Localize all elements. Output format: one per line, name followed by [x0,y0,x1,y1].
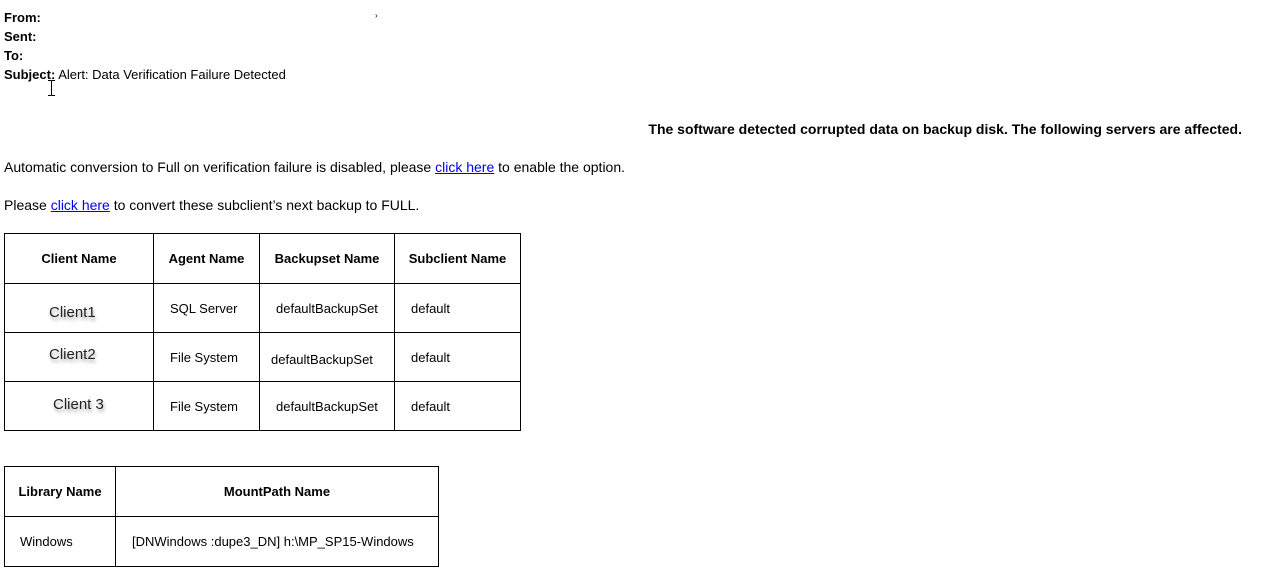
mountpath-name: [DNWindows :dupe3_DN] h:\MP_SP15-Windows [132,534,414,549]
auto-conversion-paragraph [4,159,625,175]
backupset-cell [260,382,395,431]
library-name: Windows [20,534,73,549]
client-name: Client 3 [53,395,104,413]
text-cursor-icon [47,80,56,96]
client-cell [5,382,154,431]
to-label: To: [4,48,24,63]
para2-text-after: to convert these subclient’s next backup to FULL. [109,197,420,213]
redaction-remnant: › [375,11,378,20]
affected-clients-table [4,233,521,431]
table-header-row [5,234,521,284]
convert-to-full-link[interactable]: click here [50,197,110,213]
sent-line [4,27,37,46]
agent-cell [154,382,260,431]
backupset-cell [260,333,395,382]
header-agent-name: Agent Name [154,234,260,284]
sent-label: Sent: [4,29,37,44]
table-row [5,333,521,382]
agent-name: File System [170,398,238,414]
para1-text-after: to enable the option. [494,159,626,175]
agent-cell [154,333,260,382]
client-cell [5,284,154,333]
subclient-cell [395,284,521,333]
library-mountpath-table [4,466,439,567]
to-line [4,46,23,65]
subclient-name: default [411,398,451,414]
subclient-cell [395,382,521,431]
subclient-cell [395,333,521,382]
agent-name: File System [170,349,238,365]
agent-cell [154,284,260,333]
client-name: Client1 [49,303,96,321]
table-row [5,517,439,567]
subclient-name: default [411,300,451,316]
table-header-row [5,467,439,517]
convert-full-paragraph [4,197,419,213]
alert-banner: The software detected corrupted data on backup disk. The following servers are affected. [648,121,1242,137]
backupset-name: defaultBackupSet [276,398,378,414]
header-subclient-name: Subclient Name [395,234,521,284]
header-mountpath-name: MountPath Name [116,467,439,517]
client-name: Client2 [49,345,96,363]
enable-option-link[interactable]: click here [435,159,495,175]
subject-label: Subject: [4,67,56,82]
backupset-name: defaultBackupSet [276,300,378,316]
mountpath-cell [116,517,439,567]
subject-value: Alert: Data Verification Failure Detected [58,67,286,82]
from-line [4,8,41,27]
backupset-cell [260,284,395,333]
header-client-name: Client Name [5,234,154,284]
client-cell [5,333,154,382]
para1-text-before: Automatic conversion to Full on verification failure is disabled, please [4,159,436,175]
backupset-name: defaultBackupSet [271,351,373,367]
header-library-name: Library Name [5,467,116,517]
table-row [5,382,521,431]
from-label: From: [4,10,41,25]
para2-text-before: Please [4,197,51,213]
header-backupset-name: Backupset Name [260,234,395,284]
library-cell [5,517,116,567]
subclient-name: default [411,349,451,365]
agent-name: SQL Server [170,300,238,316]
table-row [5,284,521,333]
